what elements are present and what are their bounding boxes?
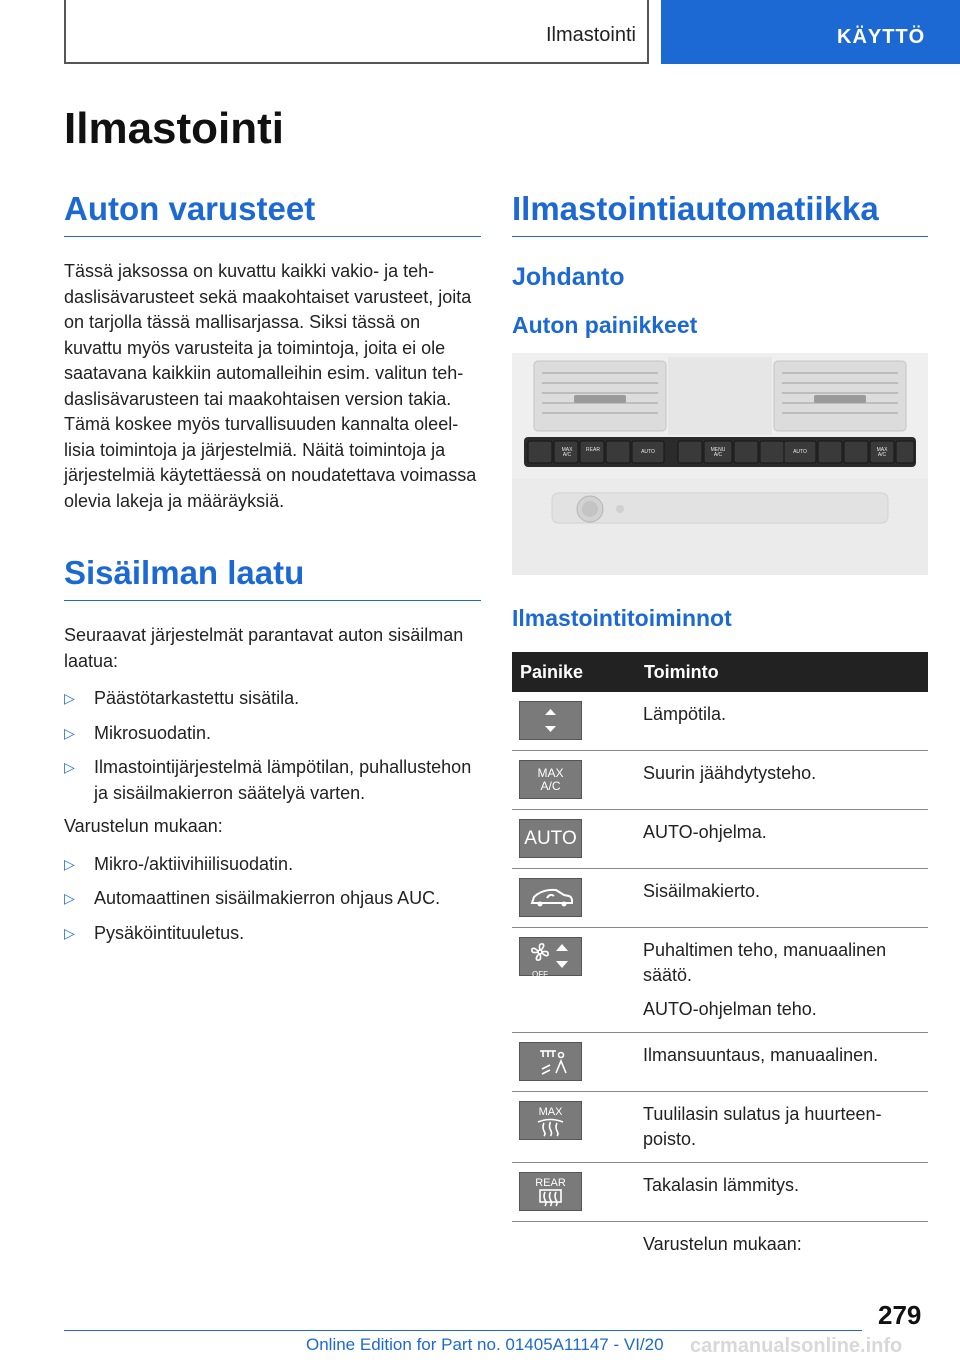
footer-divider — [64, 1330, 862, 1331]
air-quality-intro: Seuraavat järjestelmät parantavat auton sisäilman laatua: — [64, 625, 464, 671]
list-item: ▷ Mikrosuodatin. — [64, 721, 481, 747]
temperature-arrows-icon — [519, 701, 582, 740]
function-text: Ilmansuuntaus, manuaalinen. — [643, 1045, 879, 1065]
function-text: Takalasin lämmitys. — [643, 1175, 800, 1195]
equipment-dependent-label: Varustelun mukaan: — [64, 816, 223, 836]
max-ac-icon — [519, 760, 582, 799]
climate-functions-table — [512, 652, 928, 1267]
function-text: Tuulilasin sulatus ja huurteenpoisto. — [643, 1104, 882, 1149]
rear-window-heating-icon — [519, 1172, 582, 1211]
list-item: ▷ Mikro-/aktiivihiilisuodatin. — [64, 852, 481, 878]
table-row — [512, 928, 928, 1033]
heading-ilmastointitoiminnot: Ilmastointitoiminnot — [512, 605, 732, 631]
photo-label-max-ac: MAX A/C — [561, 447, 573, 458]
function-text: Suurin jäähdytysteho. — [643, 763, 817, 783]
header-chapter-tab[interactable]: KÄYTTÖ — [661, 0, 960, 64]
footer-edition[interactable]: Online Edition for Part no. 01405A11147 - VI/20 — [306, 1335, 664, 1354]
table-row — [512, 1033, 928, 1092]
table-row — [512, 1092, 928, 1163]
page-number: 279 — [878, 1300, 922, 1330]
auto-label: AUTO — [524, 828, 577, 849]
table-row — [512, 1222, 928, 1268]
heading-auton-painikkeet: Auton painikkeet — [512, 312, 698, 338]
function-text: Varustelun mukaan: — [643, 1234, 802, 1254]
photo-label-auto-left: AUTO — [641, 449, 655, 455]
table-header-row — [512, 652, 928, 692]
heading-johdanto: Johdanto — [512, 263, 625, 291]
function-text: Lämpötila. — [643, 704, 727, 724]
max-ac-text: MAX A/C — [537, 766, 564, 793]
header-section-title: Ilmastointi — [545, 24, 636, 46]
air-distribution-icon — [519, 1042, 582, 1081]
table-row — [512, 751, 928, 810]
photo-button-labels — [512, 353, 928, 575]
function-text: Puhaltimen teho, manuaalinen säätö. — [643, 940, 887, 985]
photo-label-auto-right: AUTO — [793, 449, 807, 455]
heading-ilmastointiautomatiikka: Ilmastointiautomatiikka — [512, 190, 928, 237]
fan-off-label: OFF — [532, 970, 548, 979]
watermark-logo: carmanualsonline.info — [690, 1335, 903, 1357]
triangle-bullet-icon: ▷ — [64, 890, 75, 906]
list-item: ▷ Ilmastointijärjestelmä lämpötilan, puhallustehon ja sisäilmakierron säätelyä varten. — [64, 757, 472, 803]
triangle-bullet-icon: ▷ — [64, 924, 75, 941]
photo-label-rear: REAR — [586, 447, 600, 453]
windscreen-defrost-icon — [519, 1101, 582, 1140]
heading-sisailman-laatu: Sisäilman laatu — [64, 554, 481, 601]
table-row — [512, 692, 928, 751]
triangle-bullet-icon: ▷ — [64, 855, 75, 872]
optional-equipment-list — [64, 852, 481, 947]
auto-icon — [519, 819, 582, 858]
control-panel-photo — [512, 353, 928, 575]
defrost-max-text: MAX — [538, 1106, 563, 1118]
list-item: ▷ Automaattinen sisäilmakierron ohjaus AUC. — [64, 886, 481, 912]
list-item: ▷ Päästötarkastettu sisätila. — [64, 686, 481, 712]
fan-speed-icon — [519, 937, 582, 979]
column-header-function: Toiminto — [634, 652, 928, 692]
triangle-bullet-icon: ▷ — [64, 690, 75, 706]
table-row — [512, 1163, 928, 1222]
recirculation-icon — [519, 878, 582, 917]
equipment-paragraph: Tässä jaksossa on kuvattu kaikki vakio- ja tehdaslisävarusteet sekä maakohtaiset varusteet, joita on tarjolla tässä mallisarjassa. Siksi tässä on kuvattu myös varusteita ja toimintoja, joita ei ole saatavana kaikkiin automalleihin esim. valitun tehdaslisävarusteen tai maakohtaisen version takia. Tämä koskee myös turvallisuuden kannalta oleellisia toimintoja ja järjestelmiä. Näitä toimintoja ja järjestelmiä käytettäessä on noudatettava voimassa olevia lakeja ja määräyksiä. — [64, 261, 477, 511]
heading-auton-varusteet: Auton varusteet — [64, 190, 481, 237]
function-text: AUTO-ohjelman teho. — [643, 999, 817, 1019]
photo-label-max-ac-right: MAX A/C — [876, 447, 888, 458]
column-header-button: Painike — [512, 652, 634, 692]
triangle-bullet-icon: ▷ — [64, 724, 75, 741]
list-item: ▷ Pysäköintituuletus. — [64, 921, 481, 947]
function-text: AUTO-ohjelma. — [643, 822, 767, 842]
function-text: Sisäilmakierto. — [643, 881, 761, 901]
right-column — [512, 190, 928, 1267]
page-title: Ilmastointi — [64, 104, 285, 153]
table-row — [512, 869, 928, 928]
triangle-bullet-icon: ▷ — [64, 759, 75, 775]
photo-label-menu: MENU A/C — [710, 447, 726, 458]
air-quality-list — [64, 686, 481, 806]
table-row — [512, 810, 928, 869]
rear-text: REAR — [535, 1177, 566, 1189]
left-column — [64, 190, 481, 955]
